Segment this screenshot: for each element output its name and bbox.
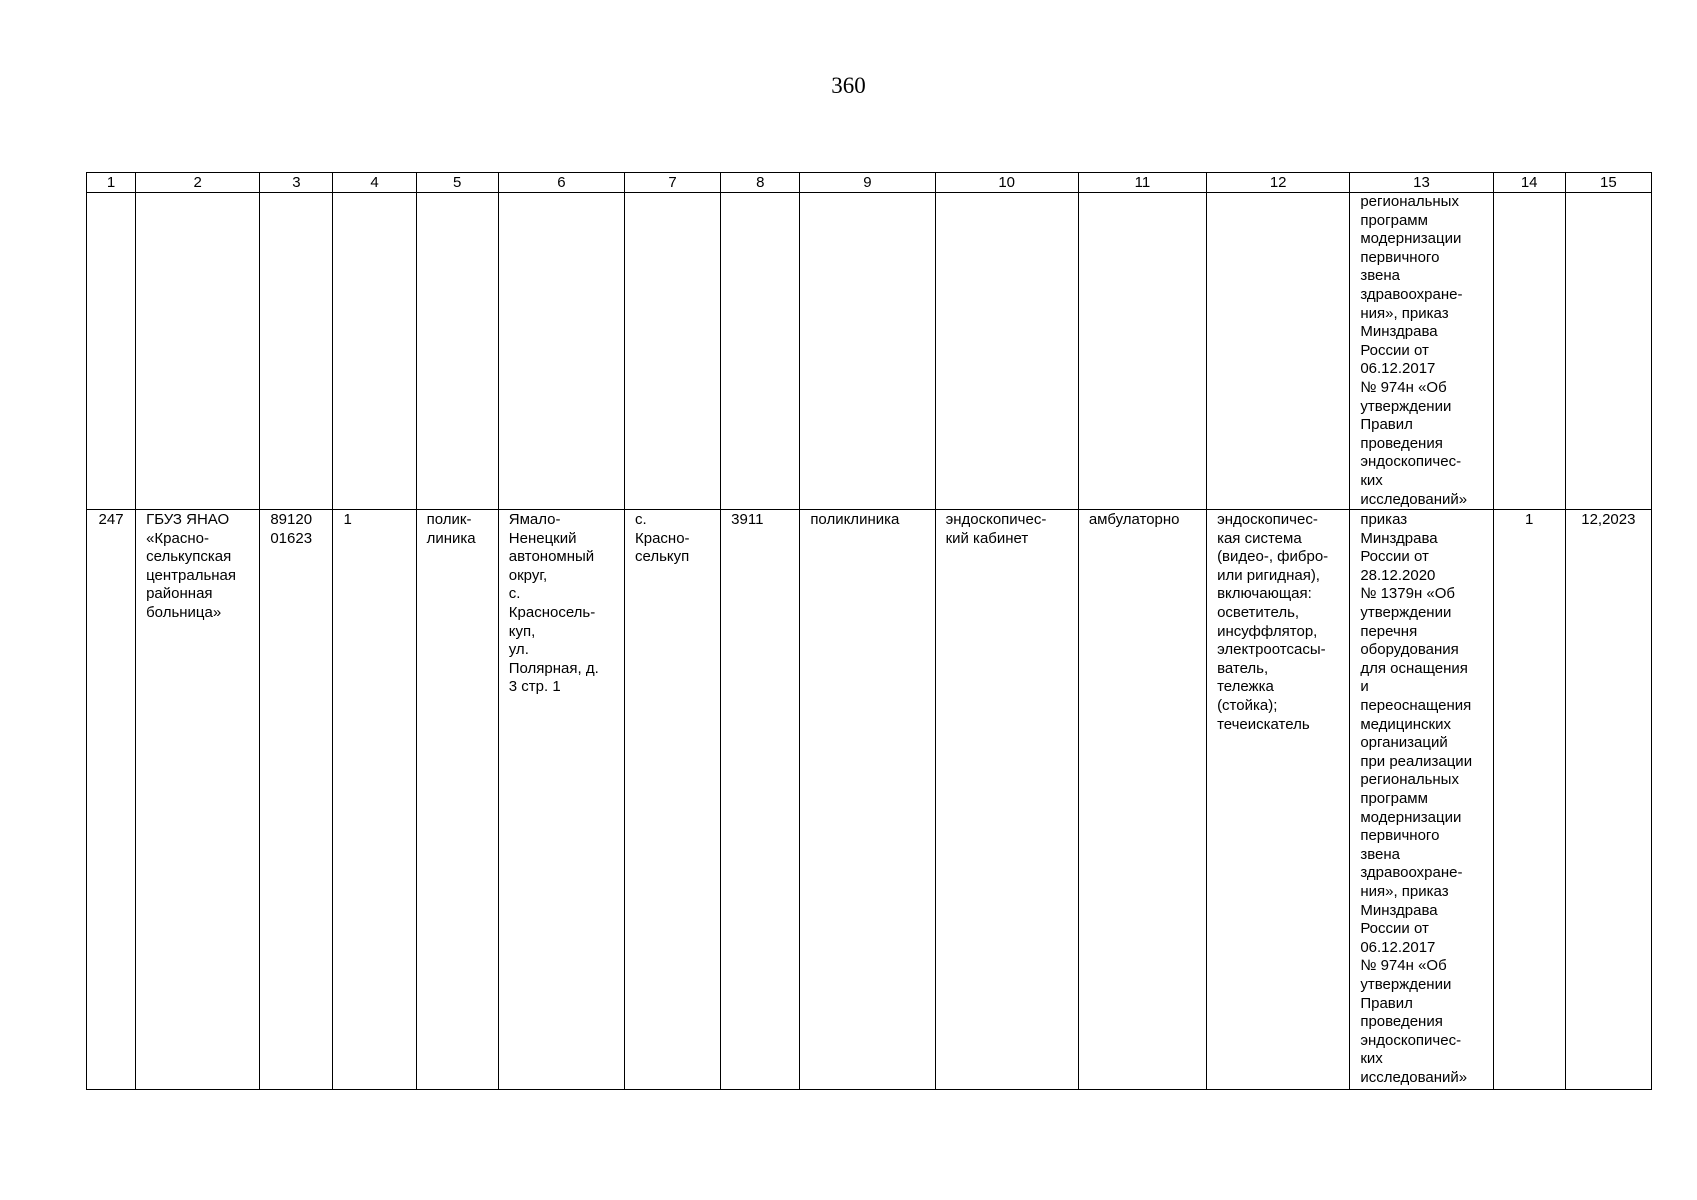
regulation-text: приказ Минздрава России от 28.12.2020 № 1379н «Об утверждении перечня оборудования для оснащения и переоснащения медицинских организаций при реализации региональных программ модернизации первичного звена здравоохране- ния», приказ Минздрава России от 06.12.2017 № 974н «Об утверждении Правил проведения эндоскопичес- ких исследований» [1360, 511, 1473, 1086]
address-cell [498, 510, 624, 1090]
regulation-cell [1350, 193, 1493, 510]
column-header: 15 [1565, 173, 1651, 193]
column-header: 7 [625, 173, 721, 193]
room-cell [935, 510, 1078, 1090]
table-cell [721, 193, 800, 510]
table-row [87, 510, 1652, 1090]
count-cell: 1 [333, 510, 416, 1090]
organization-code: 89120 01623 [270, 511, 313, 547]
quantity-cell: 1 [1493, 510, 1565, 1090]
regulation-cell [1350, 510, 1493, 1090]
table-cell [1565, 193, 1651, 510]
column-header: 8 [721, 173, 800, 193]
column-header: 2 [136, 173, 260, 193]
row-number: 247 [87, 510, 136, 1090]
settlement-cell [625, 510, 721, 1090]
unit-type-cell [416, 510, 498, 1090]
column-header: 11 [1078, 173, 1206, 193]
column-number-row [87, 173, 1652, 193]
code-cell [260, 510, 333, 1090]
column-header: 3 [260, 173, 333, 193]
unit-type: полик- линика [426, 511, 476, 547]
building-code-cell: 3911 [721, 510, 800, 1090]
organization-cell [136, 510, 260, 1090]
column-header: 1 [87, 173, 136, 193]
page-number: 360 [831, 73, 866, 98]
table-cell [1207, 193, 1350, 510]
table-cell [498, 193, 624, 510]
table-cell [935, 193, 1078, 510]
column-header: 13 [1350, 173, 1493, 193]
room-name: эндоскопичес- кий кабинет [945, 511, 1047, 547]
table-cell [87, 193, 136, 510]
column-header: 5 [416, 173, 498, 193]
table-cell [625, 193, 721, 510]
table-cell [1078, 193, 1206, 510]
equipment-cell [1207, 510, 1350, 1090]
table-cell [333, 193, 416, 510]
column-header: 9 [800, 173, 935, 193]
organization-name: ГБУЗ ЯНАО «Красно- селькупская центральная районная больница» [146, 511, 237, 622]
address: Ямало- Ненецкий автономный округ, с. Красносель- куп, ул. Полярная, д. 3 стр. 1 [508, 511, 599, 696]
table-cell [136, 193, 260, 510]
care-form-cell: амбулаторно [1078, 510, 1206, 1090]
equipment-table [86, 172, 1652, 1090]
regulation-text-continued: региональных программ модернизации первичного звена здравоохране- ния», приказ Минздрава России от 06.12.2017 № 974н «Об утверждении Правил проведения эндоскопичес- ких исследований» [1360, 193, 1468, 508]
table-cell [1493, 193, 1565, 510]
continuation-row [87, 193, 1652, 510]
date-cell: 12,2023 [1565, 510, 1651, 1090]
column-header: 10 [935, 173, 1078, 193]
table-cell [800, 193, 935, 510]
table-cell [416, 193, 498, 510]
column-header: 12 [1207, 173, 1350, 193]
table-cell [260, 193, 333, 510]
column-header: 6 [498, 173, 624, 193]
equipment-description: эндоскопичес- кая система (видео-, фибро- или ригидная), включающая: осветитель, инсуффлятор, электроотсасы- ватель, тележка (стойка); течеискатель [1217, 511, 1329, 733]
settlement: с. Красно- селькуп [635, 511, 690, 566]
column-header: 4 [333, 173, 416, 193]
department-cell: поликлиника [800, 510, 935, 1090]
column-header: 14 [1493, 173, 1565, 193]
